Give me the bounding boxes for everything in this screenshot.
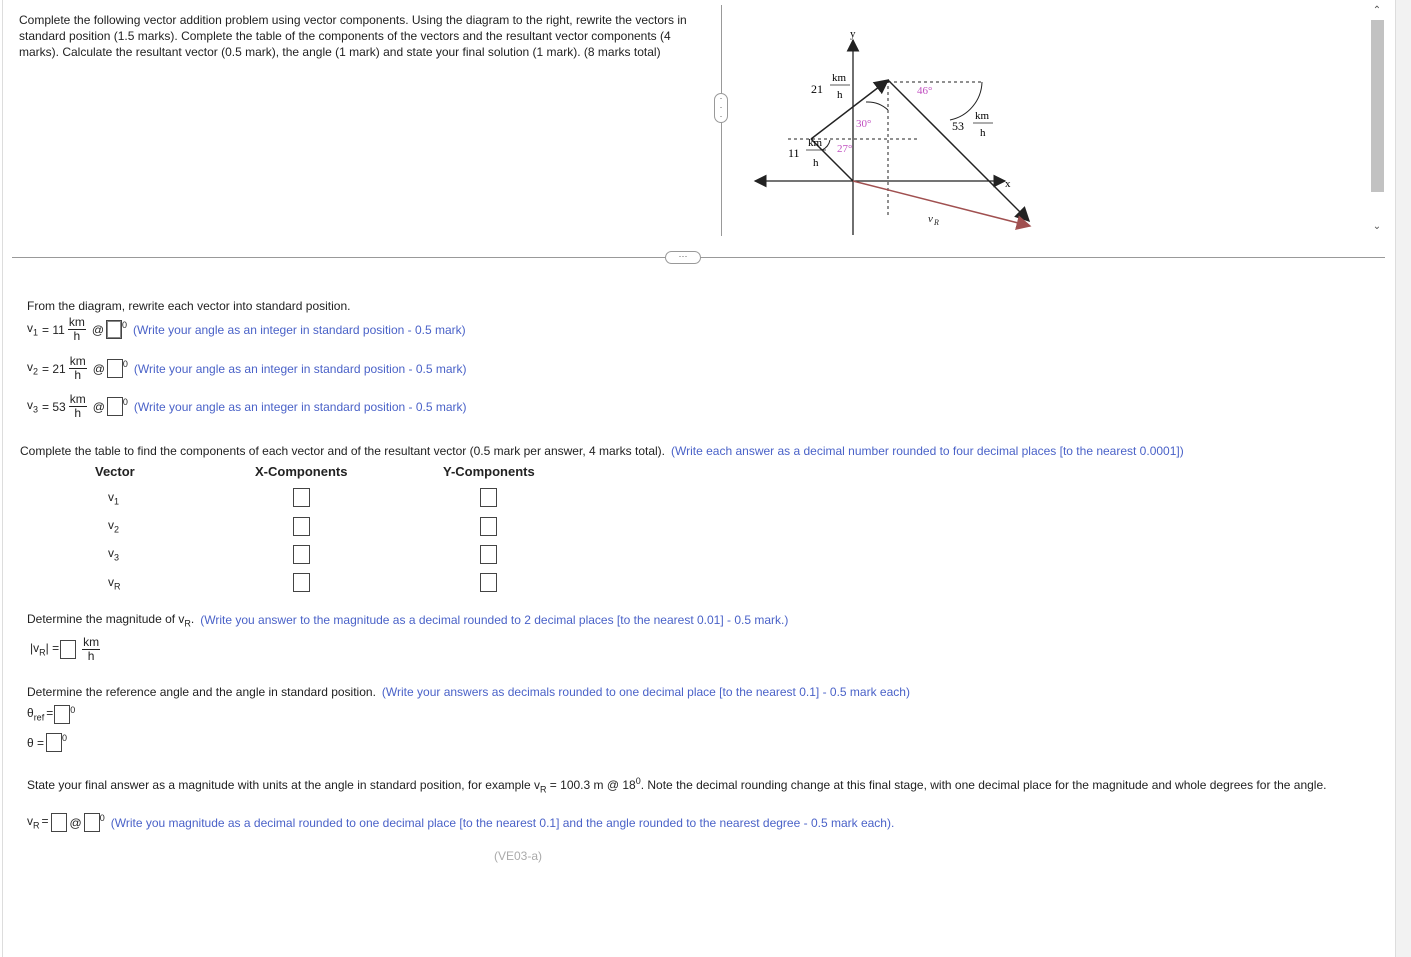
v2-at: @ [92,361,105,376]
table-row-v1-label: $v_1$ [108,490,120,507]
v2-y-input[interactable] [480,517,497,536]
v1-x-input[interactable] [293,488,310,507]
vector-v3 [888,80,1029,221]
v1-at: @ [91,322,105,337]
v1-unit-num: km [808,137,823,149]
v3-unit: $\frac{km}{h}$ [69,392,86,420]
outer-scrollbar-track[interactable] [1395,0,1411,957]
scrollbar-thumb[interactable] [1371,20,1384,192]
section2-hint: (Write each answer as a decimal number rounded to four decimal places [to the nearest 0.0001]) [671,444,1184,458]
resultant-label: v [928,213,933,225]
v3-unit-den: h [980,127,986,139]
table-header-y: Y-Components [443,464,535,479]
v1-degree: 0 [122,319,128,330]
v1-magnitude: 11 [788,146,800,160]
resultant-sub: R [934,218,939,227]
v1-symbol: $v_1$ [27,321,39,338]
vector-resultant [853,181,1030,226]
theta-row [27,733,67,752]
x-axis-label: x [1005,178,1011,190]
v3-hint: (Write your angle as an integer in standard position - 0.5 mark) [133,399,467,414]
angle-v3-label: 46° [917,85,933,97]
v2-angle-input[interactable] [107,359,123,378]
vertical-resize-handle[interactable]: · · · [714,93,728,123]
section3-text: Determine the magnitude of $v_R$. [27,612,195,629]
section3-hint: (Write you answer to the magnitude as a decimal rounded to 2 decimal places [to the nearest 0.01] - 0.5 mark.) [200,613,789,628]
theta-label: θ = [27,735,45,750]
v1-y-input[interactable] [480,488,497,507]
arc-v1 [822,140,830,150]
final-magnitude-input[interactable] [51,813,67,832]
v2-equals: = 21 [42,361,66,376]
table-header-x: X-Components [255,464,348,479]
v3-magnitude: 53 [952,119,964,133]
section1-heading: From the diagram, rewrite each vector into standard position. [27,299,351,313]
v3-symbol: $v_3$ [27,398,39,415]
v3-degree: 0 [122,396,128,407]
v3-at: @ [92,399,105,414]
v3-equals: = 53 [42,399,66,414]
theta-ref-label: $\theta_{ref}$ = [27,706,54,723]
vector-diagram [750,20,1050,240]
arc-v2 [866,102,888,110]
left-frame-border [2,0,3,957]
v1-angle-input[interactable] [106,320,122,339]
table-row-v3-label: $v_3$ [108,546,120,563]
v2-standard-row [27,355,467,382]
magnitude-input[interactable] [60,640,76,659]
table-row-vr-label: $v_R$ [108,575,121,592]
scroll-up-icon[interactable]: ⌃ [1372,5,1382,16]
final-angle-input[interactable] [84,813,100,832]
v3-y-input[interactable] [480,545,497,564]
final-hint: (Write you magnitude as a decimal rounded to one decimal place [to the nearest 0.1] and the angle rounded to the nearest degree - 0.5 mark each). [110,815,895,830]
v2-symbol: $v_2$ [27,360,39,377]
v1-unit-den: h [813,157,819,169]
v2-magnitude: 21 [811,82,823,96]
table-row-v2-label: $v_2$ [108,518,120,535]
v2-x-input[interactable] [293,517,310,536]
section3-instructions [27,612,788,628]
scroll-down-icon[interactable]: ⌄ [1372,221,1382,232]
vr-x-input[interactable] [293,573,310,592]
v1-standard-row [27,316,466,343]
section4-instructions [27,685,910,699]
final-degree: 0 [99,812,105,823]
final-answer-row [27,813,894,832]
v1-unit: $\frac{km}{h}$ [68,315,85,343]
horizontal-resize-handle[interactable]: ··· [665,251,701,264]
vr-y-input[interactable] [480,573,497,592]
v3-angle-input[interactable] [107,397,123,416]
v3-unit-num: km [975,110,990,122]
v2-unit-den: h [837,89,843,101]
theta-ref-degree: 0 [70,704,76,715]
theta-ref-row [27,705,75,724]
v2-degree: 0 [122,358,128,369]
v3-standard-row [27,393,467,420]
magnitude-label: $|v_R|$ = [30,641,60,658]
section2-text: Complete the table to find the components of each vector and of the resultant vector (0.5 mark per answer, 4 marks total). [20,444,665,458]
theta-input[interactable] [46,733,62,752]
section4-hint: (Write your answers as decimals rounded to one decimal place [to the nearest 0.1] - 0.5 mark each) [381,685,910,699]
magnitude-unit: $\frac{km}{h}$ [83,635,100,663]
section4-text: Determine the reference angle and the angle in standard position. [27,685,376,699]
v2-unit: $\frac{km}{h}$ [69,354,86,382]
magnitude-row [30,636,100,663]
final-label: $v_R$ = [27,814,49,831]
theta-degree: 0 [62,732,68,743]
v1-hint: (Write your angle as an integer in standard position - 0.5 mark) [133,322,466,337]
angle-v1-label: 27° [837,143,853,155]
problem-statement: Complete the following vector addition problem using vector components. Using the diagram to the right, rewrite the vectors in standard position (1.5 marks). Complete the table of the components of the vectors and the resultant vector components (4 marks). Calculate the resultant vector (0.5 mark), the angle (1 mark) and state your final solution (1 mark). (8 marks total) [19,13,687,59]
angle-v2-label: 30° [856,118,872,130]
final-at: @ [69,815,82,830]
y-axis-label: y [850,28,856,40]
theta-ref-input[interactable] [54,705,70,724]
v2-unit-num: km [832,72,847,84]
question-id: (VE03-a) [494,849,543,863]
v1-equals: = 11 [42,322,65,337]
v2-hint: (Write your angle as an integer in standard position - 0.5 mark) [133,361,467,376]
v3-x-input[interactable] [293,545,310,564]
section5-instructions: State your final answer as a magnitude with units at the angle in standard position, for example $v_R = 100.3$ m @ $18^0$. Note the decimal rounding change at this final stage, with one decimal place for the magnitude and whole degrees for the angle. [27,776,1327,795]
table-header-vector: Vector [95,464,135,479]
section2-instructions [20,444,1184,458]
